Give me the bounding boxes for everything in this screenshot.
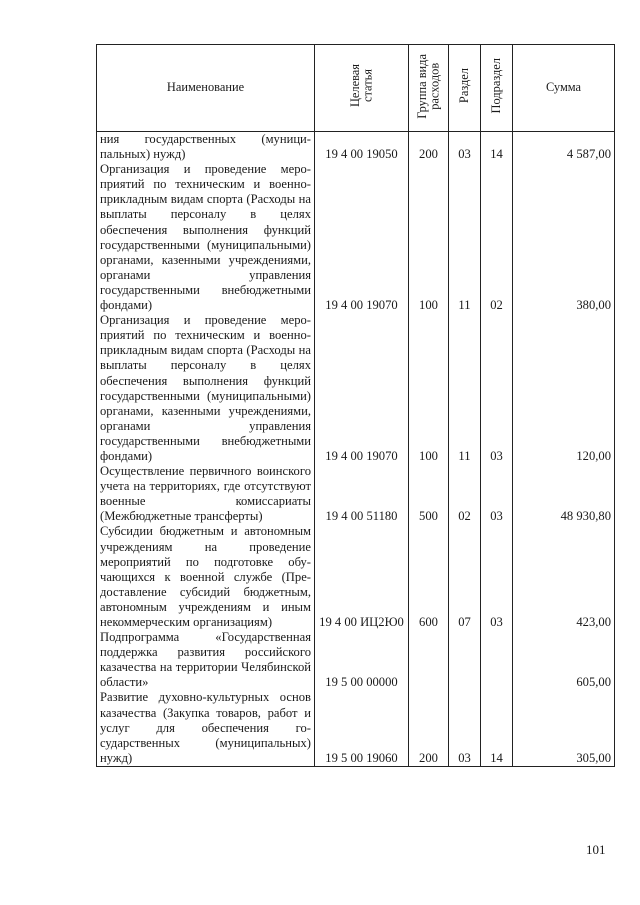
row-name: Организация и проведение мероприятий по техническим и военно-прикладным видам спорта (Расходы на выплаты персоналу в целях обеспечения выполнения функций государственными (муниципальными) органами, казенными учреждениями, органами управления государственными внебюджетными фондами) xyxy=(97,162,315,313)
table-row xyxy=(97,464,615,524)
row-sum: 380,00 xyxy=(513,162,615,313)
row-group: 500 xyxy=(409,464,449,524)
row-section: 02 xyxy=(449,464,481,524)
row-subsection: 02 xyxy=(481,162,513,313)
row-group: 100 xyxy=(409,162,449,313)
row-name: Подпрограмма «Государственная поддержка развития российского казачества на территории Челябинской области» xyxy=(97,630,315,690)
row-name: Организация и проведение мероприятий по техническим и военно-прикладным видам спорта (Расходы на выплаты персоналу в целях обеспечения выполнения функций государственными (муниципальными) органами, казенными учреждениями, органами управления государственными внебюджетными фондами) xyxy=(97,313,315,464)
row-subsection: 03 xyxy=(481,464,513,524)
row-target: 19 4 00 ИЦ2Ю0 xyxy=(315,524,409,630)
row-section: 07 xyxy=(449,524,481,630)
row-subsection: 14 xyxy=(481,132,513,163)
header-name: Наименование xyxy=(97,45,315,132)
row-subsection: 14 xyxy=(481,690,513,766)
row-sum: 305,00 xyxy=(513,690,615,766)
row-group: 200 xyxy=(409,690,449,766)
row-target: 19 5 00 19060 xyxy=(315,690,409,766)
table-header-row xyxy=(97,45,615,132)
row-section: 11 xyxy=(449,313,481,464)
header-subsection: Подраздел xyxy=(481,45,513,132)
row-name: Развитие духовно-культурных основ казачества (Закупка товаров, работ и услуг для обеспечения государственных (муниципальных) нужд) xyxy=(97,690,315,766)
row-section xyxy=(449,630,481,690)
row-section: 11 xyxy=(449,162,481,313)
row-sum: 120,00 xyxy=(513,313,615,464)
table-row xyxy=(97,132,615,163)
header-group: Группа вида расходов xyxy=(409,45,449,132)
row-target: 19 4 00 51180 xyxy=(315,464,409,524)
row-sum: 605,00 xyxy=(513,630,615,690)
table-row xyxy=(97,162,615,313)
row-group xyxy=(409,630,449,690)
page-number: 101 xyxy=(586,842,606,857)
row-name: Субсидии бюджетным и автономным учреждениям на проведение мероприятий по подготовке обучающихся к военной службе (Предоставление субсидий бюджетным, автономным учреждениям и иным некоммерческим организациям) xyxy=(97,524,315,630)
row-sum: 423,00 xyxy=(513,524,615,630)
table-row xyxy=(97,690,615,766)
row-sum: 4 587,00 xyxy=(513,132,615,163)
budget-table xyxy=(96,44,615,767)
row-target: 19 5 00 00000 xyxy=(315,630,409,690)
row-target: 19 4 00 19050 xyxy=(315,132,409,163)
table-row xyxy=(97,524,615,630)
row-group: 200 xyxy=(409,132,449,163)
row-target: 19 4 00 19070 xyxy=(315,313,409,464)
table-row xyxy=(97,630,615,690)
row-group: 600 xyxy=(409,524,449,630)
header-sum: Сумма xyxy=(513,45,615,132)
row-sum: 48 930,80 xyxy=(513,464,615,524)
header-target: Целевая статья xyxy=(315,45,409,132)
row-group: 100 xyxy=(409,313,449,464)
header-section: Раздел xyxy=(449,45,481,132)
row-name: Осуществление первичного воинского учета на территориях, где отсутствуют военные комиссариаты (Межбюджетные трансферты) xyxy=(97,464,315,524)
table-row xyxy=(97,313,615,464)
row-subsection: 03 xyxy=(481,313,513,464)
row-target: 19 4 00 19070 xyxy=(315,162,409,313)
row-subsection: 03 xyxy=(481,524,513,630)
row-name: ния государственных (муниципальных) нужд) xyxy=(97,132,315,163)
row-section: 03 xyxy=(449,690,481,766)
row-section: 03 xyxy=(449,132,481,163)
row-subsection xyxy=(481,630,513,690)
